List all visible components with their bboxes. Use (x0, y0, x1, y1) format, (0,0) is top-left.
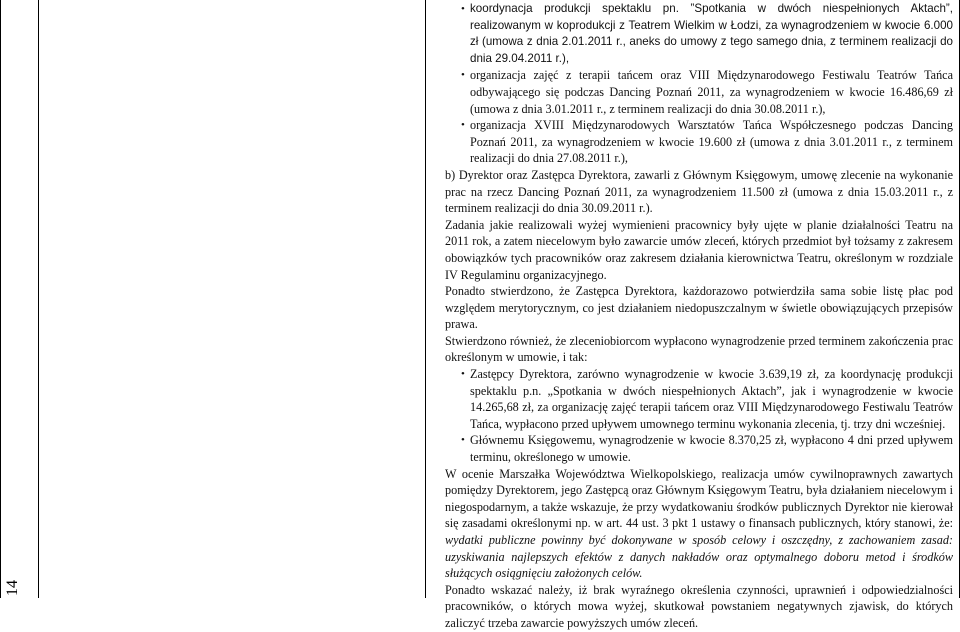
bullet-icon: • (461, 69, 465, 82)
list-item (461, 67, 953, 117)
page-number: 14 (4, 580, 21, 596)
list-item-text: Głównemu Księgowemu, wynagrodzenie w kwocie 8.370,25 zł, wypłacono 4 dni przed upływem terminu, określonego w umowie. (470, 433, 953, 465)
list-item (461, 117, 953, 167)
list-item-text: organizacja XVIII Międzynarodowych Warsztatów Tańca Współczesnego podczas Dancing Poznań 2011, za wynagrodzeniem w kwocie 19.600 zł (umowa z dnia 3.01.2011 r., z terminem realizacji do dnia 27.08.2011 r.), (470, 118, 953, 166)
list-item-text: organizacja zajęć z terapii tańcem oraz VIII Międzynarodowego Festiwalu Teatrów Tańca odbywającego się podczas Dancing Poznań 2011, za wynagrodzeniem w kwocie 16.486,69 zł (umowa z dnia 3.01.2011 r., z terminem realizacji do dnia 30.08.2011 r.), (470, 68, 953, 116)
bullet-icon: • (461, 434, 465, 447)
document-text-column (445, 0, 953, 632)
quoted-law-text: wydatki publiczne powinny być dokonywane w sposób celowy i oszczędny, z zachowaniem zasad: uzyskiwania najlepszych efektów z danych nakładów oraz optymalnego doboru metod i środków służących osiągnięciu założonych celów. (445, 533, 953, 581)
paragraph: Ponadto stwierdzono, że Zastępca Dyrektora, każdorazowo potwierdziła sama sobie listę płac pod względem merytorycznym, co jest działaniem niedopuszczalnym w świetle obowiązujących przepisów prawa. (445, 284, 953, 332)
list-item (461, 1, 953, 67)
list-item-text: Zastępcy Dyrektora, zarówno wynagrodzenie w kwocie 3.639,19 zł, za koordynację produkcji spektaklu p.n. „Spotkania w dwóch niespełnionych Aktach”, jak i wynagrodzenie w kwocie 14.265,68 zł, za organizację zajęć terapii tańcem oraz VIII Międzynarodowego Festiwalu Teatrów Tańca, wypłacono przed upływem umownego terminu wykonania zlecenia, tj. trzy dni wcześniej. (470, 367, 953, 431)
paragraph (445, 466, 953, 582)
list-item (461, 432, 953, 465)
paragraph-text: W ocenie Marszałka Województwa Wielkopolskiego, realizacja umów cywilnoprawnych zawartych pomiędzy Dyrektorem, jego Zastępcą oraz Głównym Księgowym Teatru, była działaniem niecelowym i niegospodarnym, a także wskazuje, że przy wydatkowaniu środków publicznych Dyrektor nie kierował się zasadami określonymi np. w art. 44 ust. 3 pkt 1 ustawy o finansach publicznych, który stanowi, że: (445, 466, 953, 531)
column-divider (38, 0, 39, 598)
paragraph-b: b) Dyrektor oraz Zastępca Dyrektora, zawarli z Głównym Księgowym, umowę zlecenie na wykonanie prac na rzecz Dancing Poznań 2011, za wynagrodzeniem 11.500 zł (umowa z dnia 15.03.2011 r., z terminem realizacji do dnia 30.09.2011 r.). (445, 167, 953, 216)
list-item-text: koordynacja produkcji spektaklu pn. ”Spotkania w dwóch niespełnionych Aktach”, realizowanym w koprodukcji z Teatrem Wielkim w Łodzi, za wynagrodzeniem w kwocie 6.000 zł (umowa z dnia 2.01.2011 r., aneks do umowy z tego samego dnia, z terminem realizacji do dnia 29.04.2011 r.), (470, 2, 953, 65)
paragraph: Zadania jakie realizowali wyżej wymienieni pracownicy były ujęte w planie działalności Teatru na 2011 rok, a zatem niecelowym było zawarcie umów zleceń, których przedmiot był tożsamy z zakresem obowiązków tych pracowników oraz zakresem działania kierownictwa Teatru, określonym w rozdziale IV Regulaminu organizacyjnego. (445, 217, 953, 282)
paragraph: Stwierdzono również, że zleceniobiorcom wypłacono wynagrodzenie przed terminem zakończenia prac określonym w umowie, i tak: (445, 333, 953, 365)
bullet-icon: • (461, 3, 465, 15)
bullet-icon: • (461, 368, 465, 381)
paragraph: Ponadto wskazać należy, iż brak wyraźnego określenia czynności, uprawnień i odpowiedzialności pracowników, o których mowa wyżej, skutkował powstaniem negatywnych zjawisk, do których zaliczyć trzeba zawarcie powyższych umów zleceń. (445, 582, 953, 630)
bullet-icon: • (461, 119, 465, 132)
column-divider (425, 0, 426, 598)
list-item (461, 366, 953, 432)
